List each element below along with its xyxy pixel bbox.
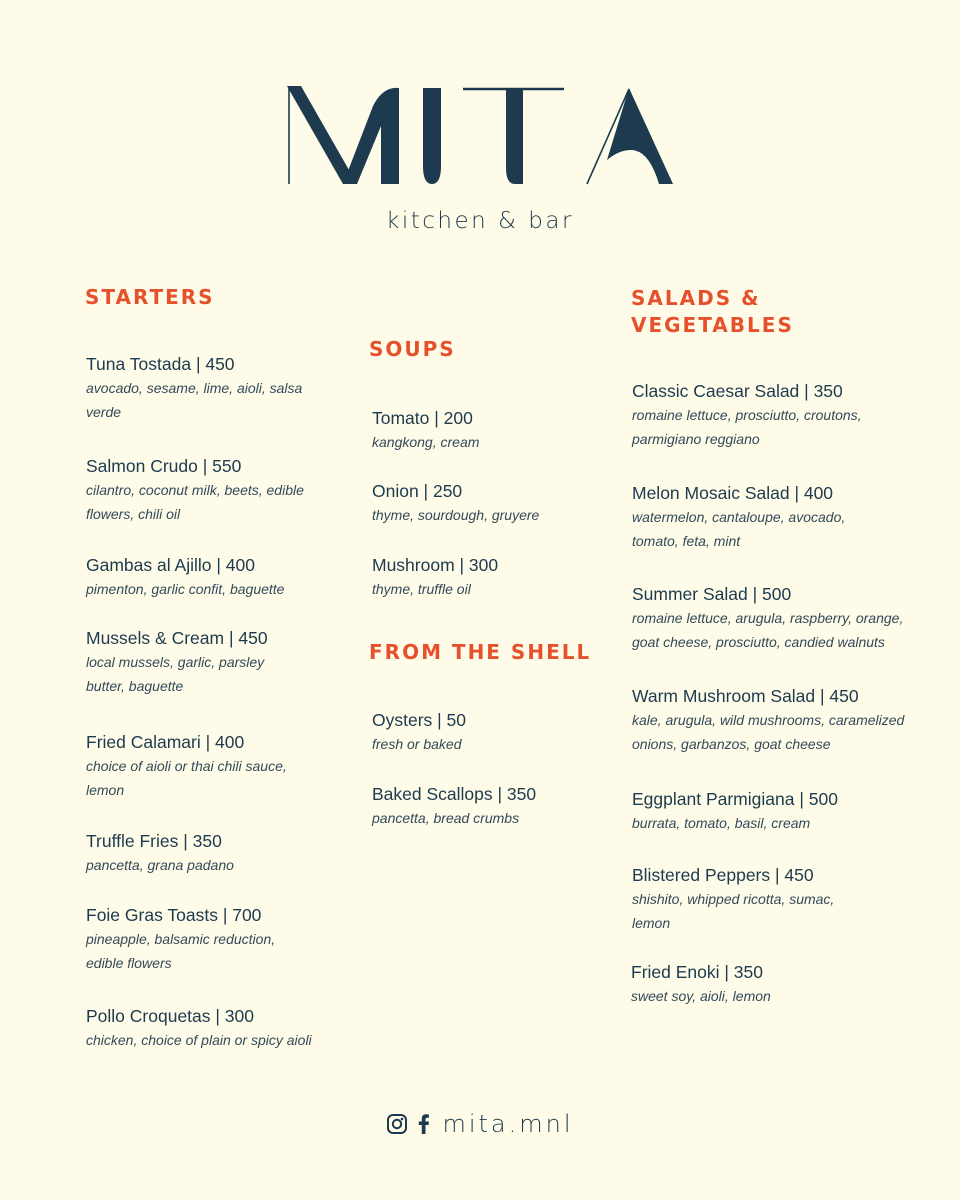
menu-item [86,554,366,601]
menu-item [632,788,912,835]
menu-item-name: Blistered Peppers | 450 [632,865,814,885]
menu-item-name: Melon Mosaic Salad | 400 [632,483,834,503]
menu-item-name: Mushroom | 300 [372,555,499,575]
menu-item-name: Fried Enoki | 350 [631,962,763,982]
brand-tagline: kitchen & bar [386,208,574,234]
section-title-salads-line2: VEGETABLES [631,313,794,337]
menu-item-name: Baked Scallops | 350 [372,784,537,804]
section-title-salads [631,285,794,339]
menu-item-desc: pimenton, garlic confit, baguette [86,581,285,597]
menu-item-name: Mussels & Cream | 450 [86,628,268,648]
menu-item-name: Eggplant Parmigiana | 500 [632,789,838,809]
menu-item-name: Warm Mushroom Salad | 450 [632,686,859,706]
menu-item-desc: choice of aioli or thai chili sauce, lemon [86,758,287,798]
menu-item [86,731,366,802]
menu-item-name: Onion | 250 [372,481,463,501]
menu-item-desc: shishito, whipped ricotta, sumac, lemon [632,891,835,931]
mita-logo-wordmark [287,86,675,186]
social-handle[interactable]: mita.mnl [442,1110,574,1138]
menu-item-desc: sweet soy, aioli, lemon [631,988,771,1004]
facebook-icon[interactable] [416,1113,430,1135]
menu-item-desc: pancetta, bread crumbs [372,810,520,826]
menu-item-name: Salmon Crudo | 550 [86,456,242,476]
section-title-soups: SOUPS [369,337,456,361]
menu-item-name: Fried Calamari | 400 [86,732,245,752]
menu-item [631,961,911,1008]
menu-item [632,864,912,935]
menu-item [632,685,912,756]
section-title-starters: STARTERS [85,285,215,309]
menu-item-desc: burrata, tomato, basil, cream [632,815,811,831]
menu-item-desc: kale, arugula, wild mushrooms, caramelized onions, garbanzos, goat cheese [632,712,905,752]
menu-item [372,480,652,527]
brand-logo [287,86,675,186]
menu-item [86,904,366,975]
menu-item [86,353,366,424]
menu-item-desc: pineapple, balsamic reduction, edible flowers [86,931,276,971]
section-title-from-the-shell: FROM THE SHELL [369,640,592,664]
menu-item-name: Tuna Tostada | 450 [86,354,235,374]
menu-item-desc: chicken, choice of plain or spicy aioli [86,1032,312,1048]
menu-item-desc: romaine lettuce, arugula, raspberry, orange, goat cheese, prosciutto, candied walnuts [632,610,904,650]
menu-item [632,482,912,553]
menu-item-desc: kangkong, cream [372,434,480,450]
menu-item-name: Gambas al Ajillo | 400 [86,555,255,575]
menu-item-name: Classic Caesar Salad | 350 [632,381,843,401]
menu-item-desc: avocado, sesame, lime, aioli, salsa verde [86,380,303,420]
menu-item-desc: fresh or baked [372,736,462,752]
menu-item-desc: pancetta, grana padano [86,857,234,873]
menu-item-desc: local mussels, garlic, parsley butter, baguette [86,654,265,694]
instagram-icon[interactable] [386,1113,408,1135]
menu-item-name: Oysters | 50 [372,710,467,730]
menu-item [86,455,366,526]
menu-item [372,554,652,601]
menu-item [632,583,912,654]
menu-item-desc: thyme, sourdough, gruyere [372,507,540,523]
menu-item-desc: romaine lettuce, prosciutto, croutons, parmigiano reggiano [632,407,862,447]
menu-item-name: Foie Gras Toasts | 700 [86,905,262,925]
menu-item [86,627,366,698]
menu-item-desc: watermelon, cantaloupe, avocado, tomato, feta, mint [632,509,846,549]
menu-item [86,1005,366,1052]
section-title-salads-line1: SALADS & [631,286,761,310]
menu-item [372,709,652,756]
menu-item [86,830,366,877]
menu-item-name: Pollo Croquetas | 300 [86,1006,254,1026]
menu-item-name: Truffle Fries | 350 [86,831,222,851]
footer-social [0,1106,960,1142]
menu-item [372,407,652,454]
menu-item-desc: cilantro, coconut milk, beets, edible flowers, chili oil [86,482,304,522]
menu-item [632,380,912,451]
menu-item-name: Tomato | 200 [372,408,473,428]
menu-item [372,783,652,830]
menu-item-desc: thyme, truffle oil [372,581,471,597]
menu-item-name: Summer Salad | 500 [632,584,792,604]
